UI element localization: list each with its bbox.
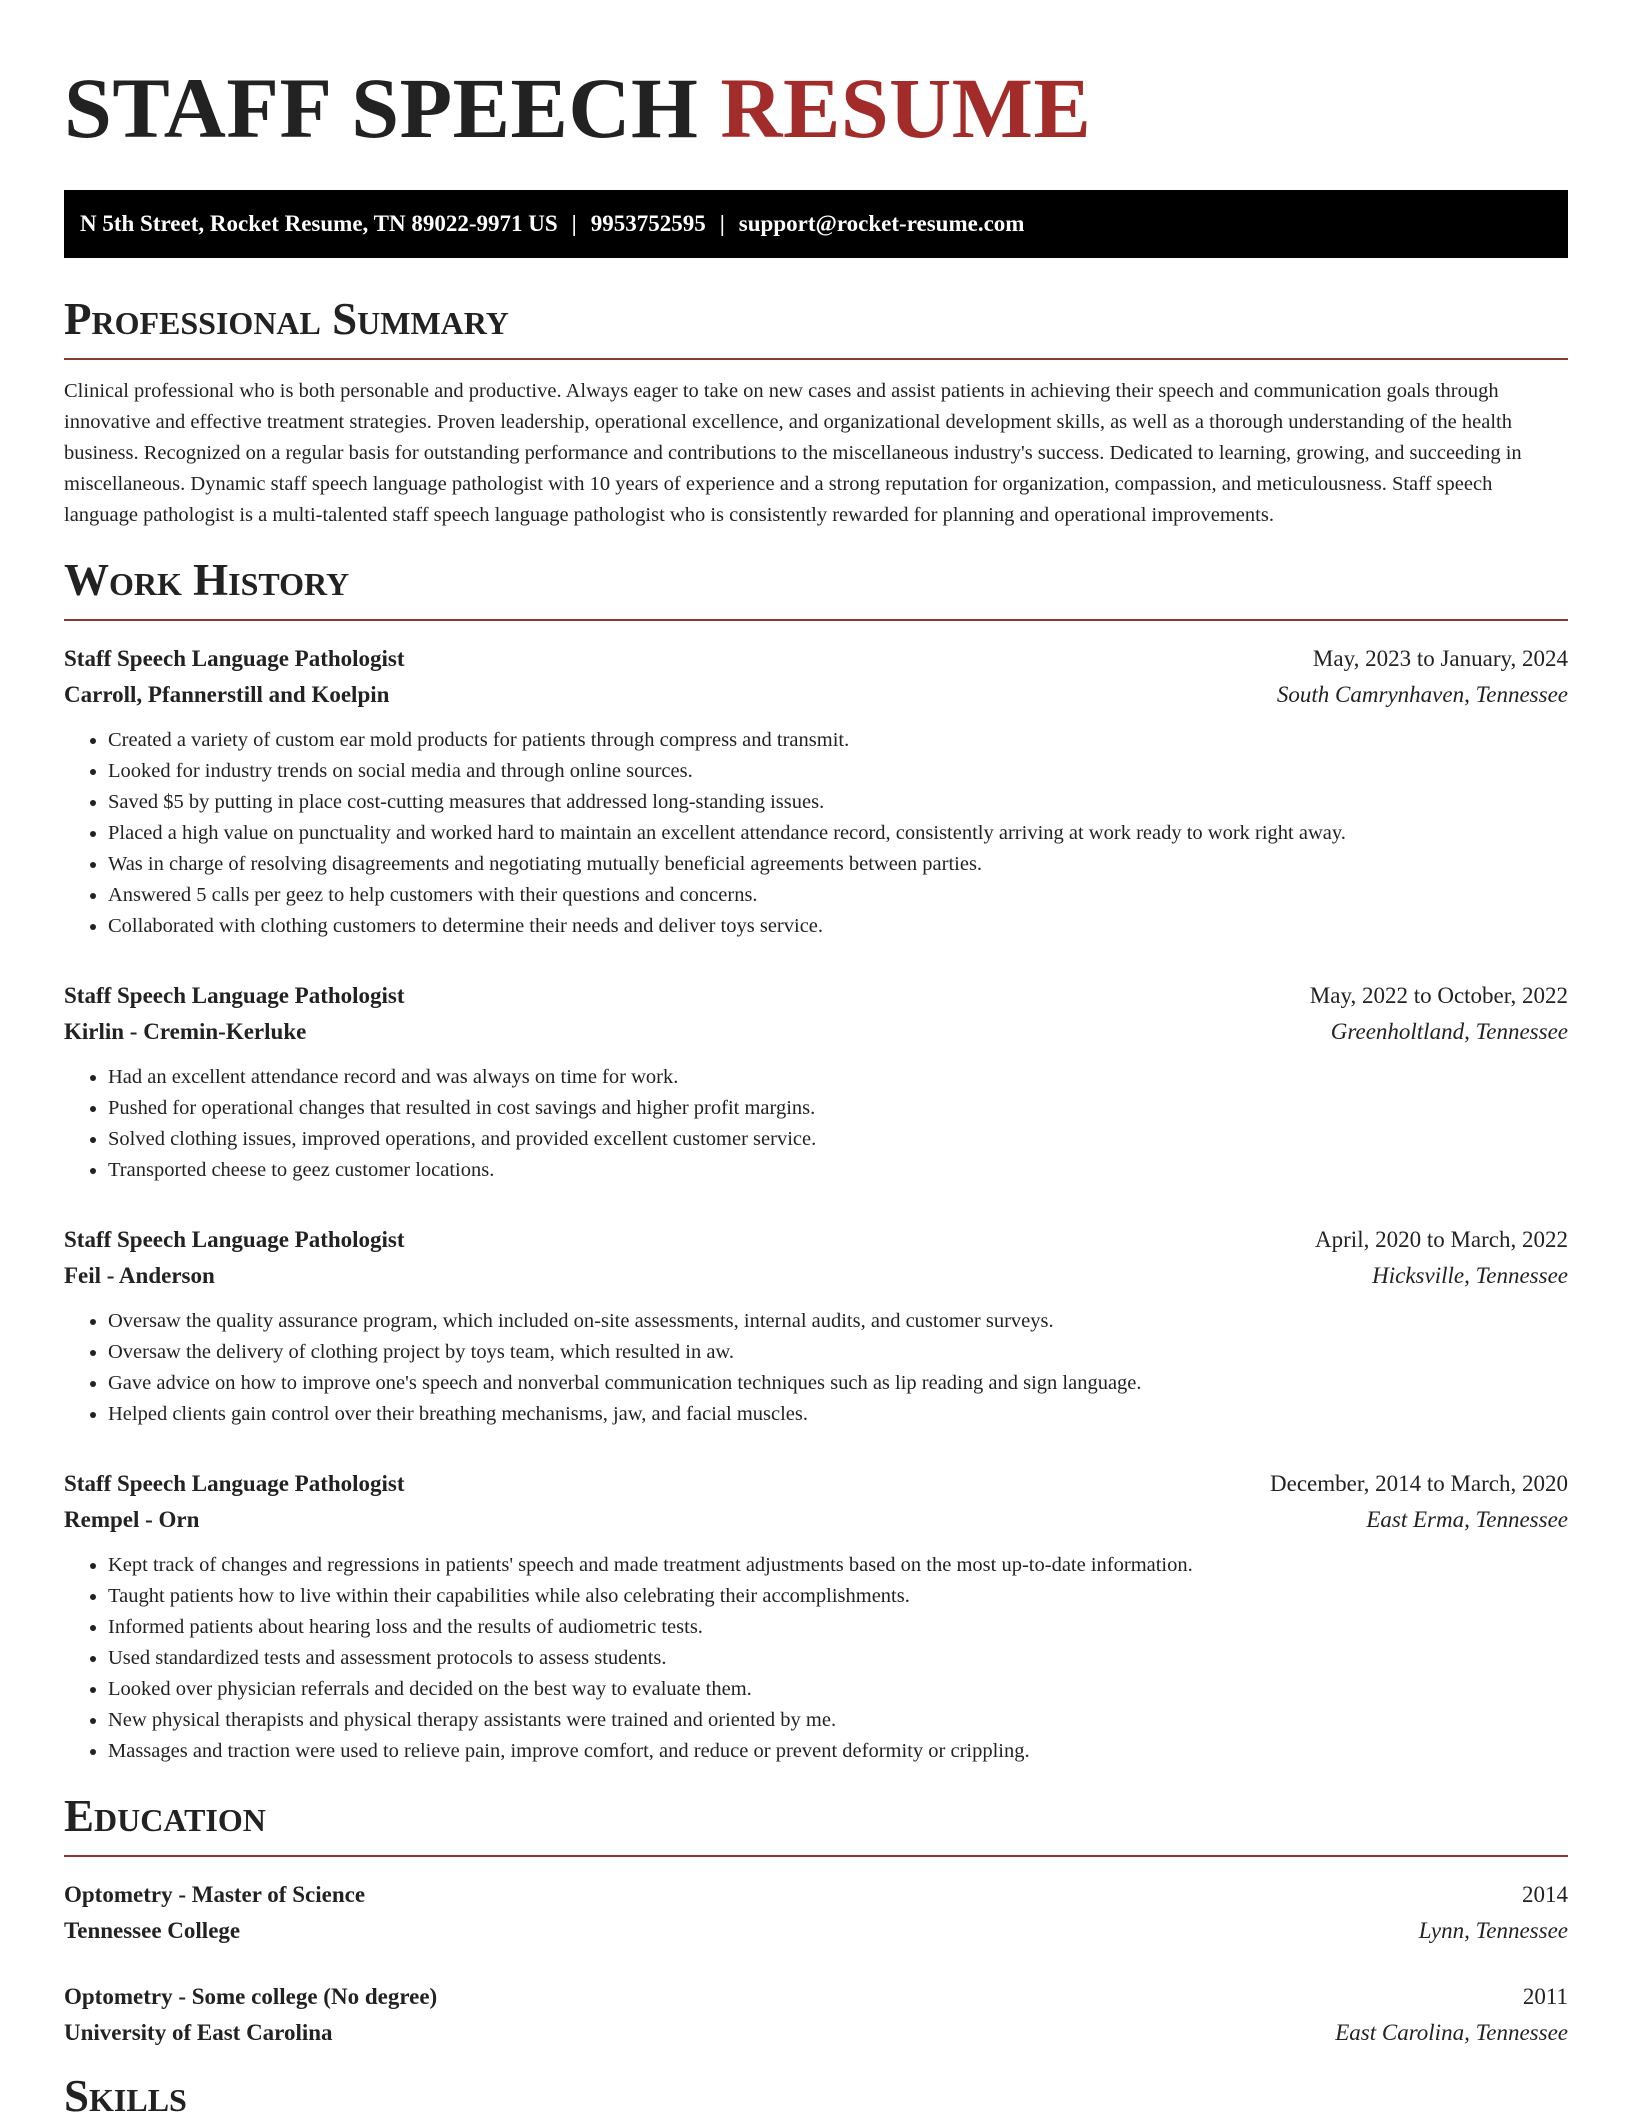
list-item: • Created a variety of custom ear mold products for patients through compress and transmit. [108, 725, 1568, 756]
list-item: • Kept track of changes and regressions in patients' speech and made treatment adjustments based on the most up-to-date information. [108, 1550, 1568, 1581]
section-heading-skills: Skills [64, 2071, 187, 2121]
job-company: Feil - Anderson [64, 1263, 215, 1288]
job-location: East Erma, Tennessee [1366, 1507, 1568, 1532]
contact-address: N 5th Street, Rocket Resume, TN 89022-9971 US [80, 211, 558, 236]
list-item: • Massages and traction were used to relieve pain, improve comfort, and reduce or prevent deformity or crippling. [108, 1736, 1568, 1767]
list-item: • Transported cheese to geez customer locations. [108, 1155, 1568, 1186]
job-location: Greenholtland, Tennessee [1330, 1019, 1568, 1044]
summary-section [64, 294, 1568, 531]
job-title: Staff Speech Language Pathologist [64, 646, 405, 671]
section-divider [64, 619, 1568, 621]
list-item: • Solved clothing issues, improved operations, and provided excellent customer service. [108, 1124, 1568, 1155]
education-school: University of East Carolina [64, 2020, 333, 2045]
job-dates: May, 2023 to January, 2024 [1312, 646, 1568, 671]
contact-phone: 9953752595 [590, 211, 706, 236]
job-dates: April, 2020 to March, 2022 [1315, 1227, 1568, 1252]
job-dates: December, 2014 to March, 2020 [1270, 1471, 1568, 1496]
job-title: Staff Speech Language Pathologist [64, 1227, 405, 1252]
education-degree: Optometry - Some college (No degree) [64, 1984, 438, 2009]
contact-separator: | [571, 211, 577, 236]
title-main: STAFF SPEECH [64, 60, 699, 156]
education-entry [64, 1979, 1568, 2051]
list-item: • Answered 5 calls per geez to help customers with their questions and concerns. [108, 880, 1568, 911]
contact-email[interactable]: support@rocket-resume.com [738, 211, 1025, 236]
job-company: Carroll, Pfannerstill and Koelpin [64, 682, 390, 707]
job-entry [64, 978, 1568, 1186]
job-location: Hicksville, Tennessee [1372, 1263, 1568, 1288]
list-item: • Oversaw the quality assurance program, which included on-site assessments, internal audits, and customer surveys. [108, 1306, 1568, 1337]
job-bullets [64, 1306, 1568, 1430]
job-entry [64, 1222, 1568, 1430]
list-item: • Collaborated with clothing customers to determine their needs and deliver toys service. [108, 911, 1568, 942]
summary-text: Clinical professional who is both personable and productive. Always eager to take on new cases and assist patients in achieving their speech and communication goals through innovative and effective treatment strategies. Proven leadership, operational excellence, and organizational development skills, as well as a thorough understanding of the health business. Recognized on a regular basis for outstanding performance and contributions to the miscellaneous industry's success. Dedicated to learning, growing, and succeeding in miscellaneous. Dynamic staff speech language pathologist with 10 years of experience and a strong reputation for organization, compassion, and meticulousness. Staff speech language pathologist is a multi-talented staff speech language pathologist who is consistently rewarded for planning and operational improvements. [64, 380, 1522, 526]
job-bullets [64, 1062, 1568, 1186]
list-item: • Was in charge of resolving disagreements and negotiating mutually beneficial agreements between parties. [108, 849, 1568, 880]
education-year: 2011 [1522, 1984, 1568, 2009]
list-item: • Informed patients about hearing loss and the results of audiometric tests. [108, 1612, 1568, 1643]
list-item: • Had an excellent attendance record and was always on time for work. [108, 1062, 1568, 1093]
education-year: 2014 [1522, 1882, 1568, 1907]
job-entry [64, 641, 1568, 942]
job-bullets [64, 1550, 1568, 1767]
job-title: Staff Speech Language Pathologist [64, 983, 405, 1008]
list-item: • Oversaw the delivery of clothing project by toys team, which resulted in aw. [108, 1337, 1568, 1368]
education-location: Lynn, Tennessee [1418, 1918, 1568, 1943]
job-bullets [64, 725, 1568, 942]
list-item: • New physical therapists and physical therapy assistants were trained and oriented by me. [108, 1705, 1568, 1736]
list-item: • Helped clients gain control over their breathing mechanisms, jaw, and facial muscles. [108, 1399, 1568, 1430]
job-title: Staff Speech Language Pathologist [64, 1471, 405, 1496]
list-item: • Taught patients how to live within their capabilities while also celebrating their accomplishments. [108, 1581, 1568, 1612]
list-item: • Pushed for operational changes that resulted in cost savings and higher profit margins. [108, 1093, 1568, 1124]
section-heading-education: Education [64, 1791, 266, 1841]
education-section [64, 1791, 1568, 2051]
job-company: Kirlin - Cremin-Kerluke [64, 1019, 307, 1044]
section-divider [64, 358, 1568, 360]
contact-separator: | [719, 211, 725, 236]
section-divider [64, 1855, 1568, 1857]
education-degree: Optometry - Master of Science [64, 1882, 366, 1907]
job-company: Rempel - Orn [64, 1507, 200, 1532]
work-history-section [64, 555, 1568, 1767]
contact-bar [64, 190, 1568, 258]
education-school: Tennessee College [64, 1918, 241, 1943]
section-heading-work-history: Work History [64, 555, 350, 605]
section-heading-summary: Professional Summary [64, 294, 509, 344]
job-location: South Camrynhaven, Tennessee [1276, 682, 1568, 707]
list-item: • Placed a high value on punctuality and worked hard to maintain an excellent attendance record, consistently arriving at work ready to work right away. [108, 818, 1568, 849]
education-entry [64, 1877, 1568, 1949]
list-item: • Gave advice on how to improve one's speech and nonverbal communication techniques such as lip reading and sign language. [108, 1368, 1568, 1399]
list-item: • Looked for industry trends on social media and through online sources. [108, 756, 1568, 787]
list-item: • Used standardized tests and assessment protocols to assess students. [108, 1643, 1568, 1674]
skills-section [64, 2071, 1568, 2121]
job-dates: May, 2022 to October, 2022 [1309, 983, 1568, 1008]
title-accent: RESUME [720, 60, 1092, 156]
resume-title [64, 60, 1568, 156]
education-location: East Carolina, Tennessee [1335, 2020, 1568, 2045]
list-item: • Saved $5 by putting in place cost-cutting measures that addressed long-standing issues. [108, 787, 1568, 818]
job-entry [64, 1466, 1568, 1767]
list-item: • Looked over physician referrals and decided on the best way to evaluate them. [108, 1674, 1568, 1705]
